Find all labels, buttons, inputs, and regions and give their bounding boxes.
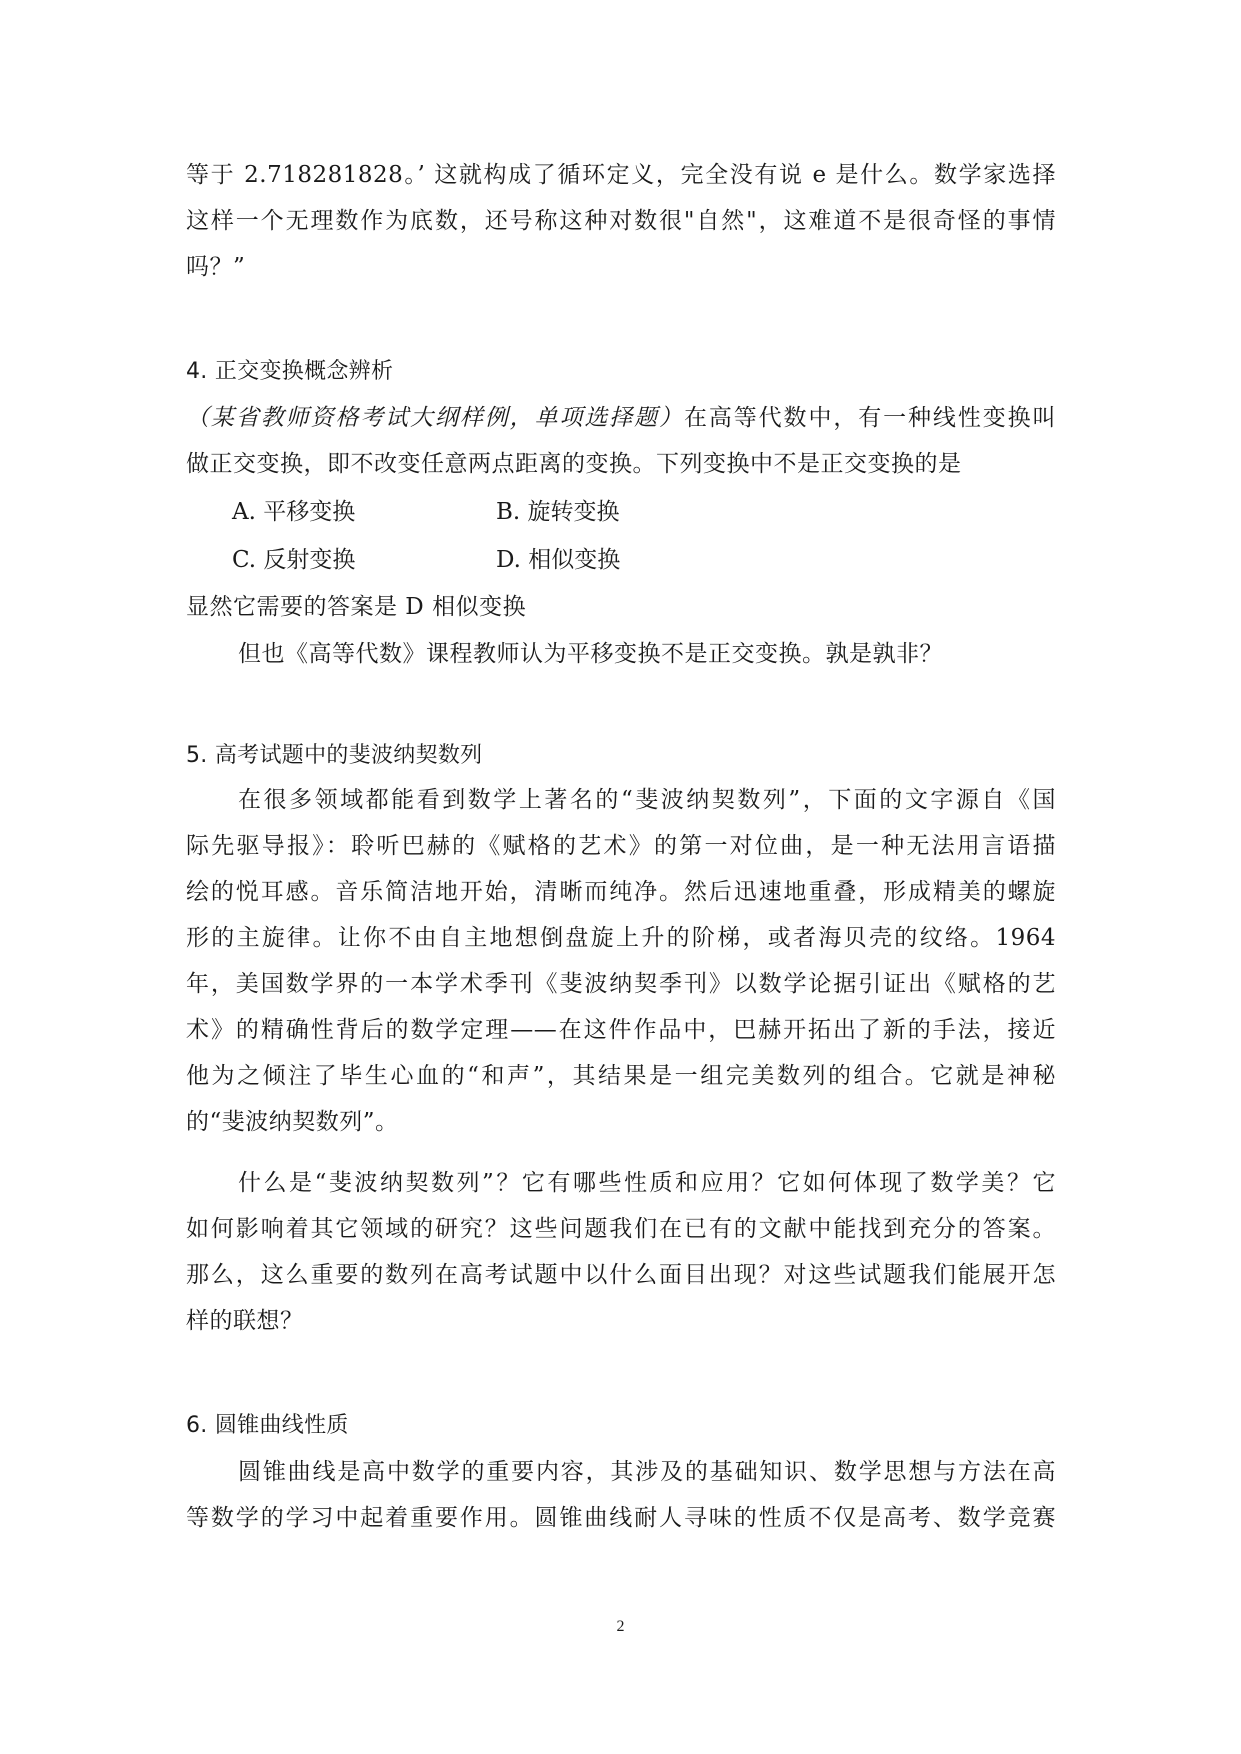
body-text-line: 在很多领域都能看到数学上著名的“斐波纳契数列”，下面的文字源自《国 xyxy=(238,787,1056,813)
body-text-line: 样的联想？ xyxy=(186,1308,304,1334)
section-heading: 6. 圆锥曲线性质 xyxy=(186,1413,349,1438)
answer-line: 显然它需要的答案是 D 相似变换 xyxy=(186,594,527,620)
body-text-line: 年，美国数学界的一本学术季刊《斐波纳契季刊》以数学论据引证出《赋格的艺 xyxy=(186,971,1056,997)
body-text-line: 术》的精确性背后的数学定理——在这件作品中，巴赫开拓出了新的手法，接近 xyxy=(186,1017,1056,1043)
option-d: D. 相似变换 xyxy=(496,547,621,573)
body-text-line: 如何影响着其它领域的研究？这些问题我们在已有的文献中能找到充分的答案。 xyxy=(186,1216,1056,1242)
body-text-line: 等数学的学习中起着重要作用。圆锥曲线耐人寻味的性质不仅是高考、数学竞赛 xyxy=(186,1505,1056,1531)
body-text-line: 圆锥曲线是高中数学的重要内容，其涉及的基础知识、数学思想与方法在高 xyxy=(238,1459,1056,1485)
section-heading: 4. 正交变换概念辨析 xyxy=(186,359,394,384)
body-text-line: 什么是“斐波纳契数列”？它有哪些性质和应用？它如何体现了数学美？它 xyxy=(238,1170,1056,1196)
body-text-line: 际先驱导报》：聆听巴赫的《赋格的艺术》的第一对位曲，是一种无法用言语描 xyxy=(186,833,1056,859)
body-text-line: 他为之倾注了毕生心血的“和声”，其结果是一组完美数列的组合。它就是神秘 xyxy=(186,1063,1056,1089)
body-text-line: 的“斐波纳契数列”。 xyxy=(186,1109,399,1135)
body-text-line: 形的主旋律。让你不由自主地想倒盘旋上升的阶梯，或者海贝壳的纹络。1964 xyxy=(186,925,1056,951)
option-c: C. 反射变换 xyxy=(232,547,356,573)
page-number: 2 xyxy=(616,1618,625,1635)
body-text-span: 在高等代数中，有一种线性变换叫 xyxy=(683,405,1057,431)
option-b: B. 旋转变换 xyxy=(496,499,620,525)
section-heading: 5. 高考试题中的斐波纳契数列 xyxy=(186,743,483,768)
body-text-line: 这样一个无理数作为底数，还号称这种对数很"自然"，这难道不是很奇怪的事情 xyxy=(186,208,1056,234)
question-line: 但也《高等代数》课程教师认为平移变换不是正交变换。孰是孰非？ xyxy=(238,641,943,667)
option-a: A. 平移变换 xyxy=(232,499,356,525)
body-text-line: 等于 2.718281828。’ 这就构成了循环定义，完全没有说 e 是什么。数学家选择 xyxy=(186,162,1056,188)
body-text-line: 吗？” xyxy=(186,254,246,280)
source-note: （某省教师资格考试大纲样例，单项选择题） xyxy=(186,405,684,431)
body-text-line: 那么，这么重要的数列在高考试题中以什么面目出现？对这些试题我们能展开怎 xyxy=(186,1262,1056,1288)
body-text-line: 绘的悦耳感。音乐简洁地开始，清晰而纯净。然后迅速地重叠，形成精美的螺旋 xyxy=(186,879,1056,905)
body-text-line: 做正交变换，即不改变任意两点距离的变换。下列变换中不是正交变换的是 xyxy=(186,451,962,477)
body-text-line xyxy=(186,403,1056,433)
